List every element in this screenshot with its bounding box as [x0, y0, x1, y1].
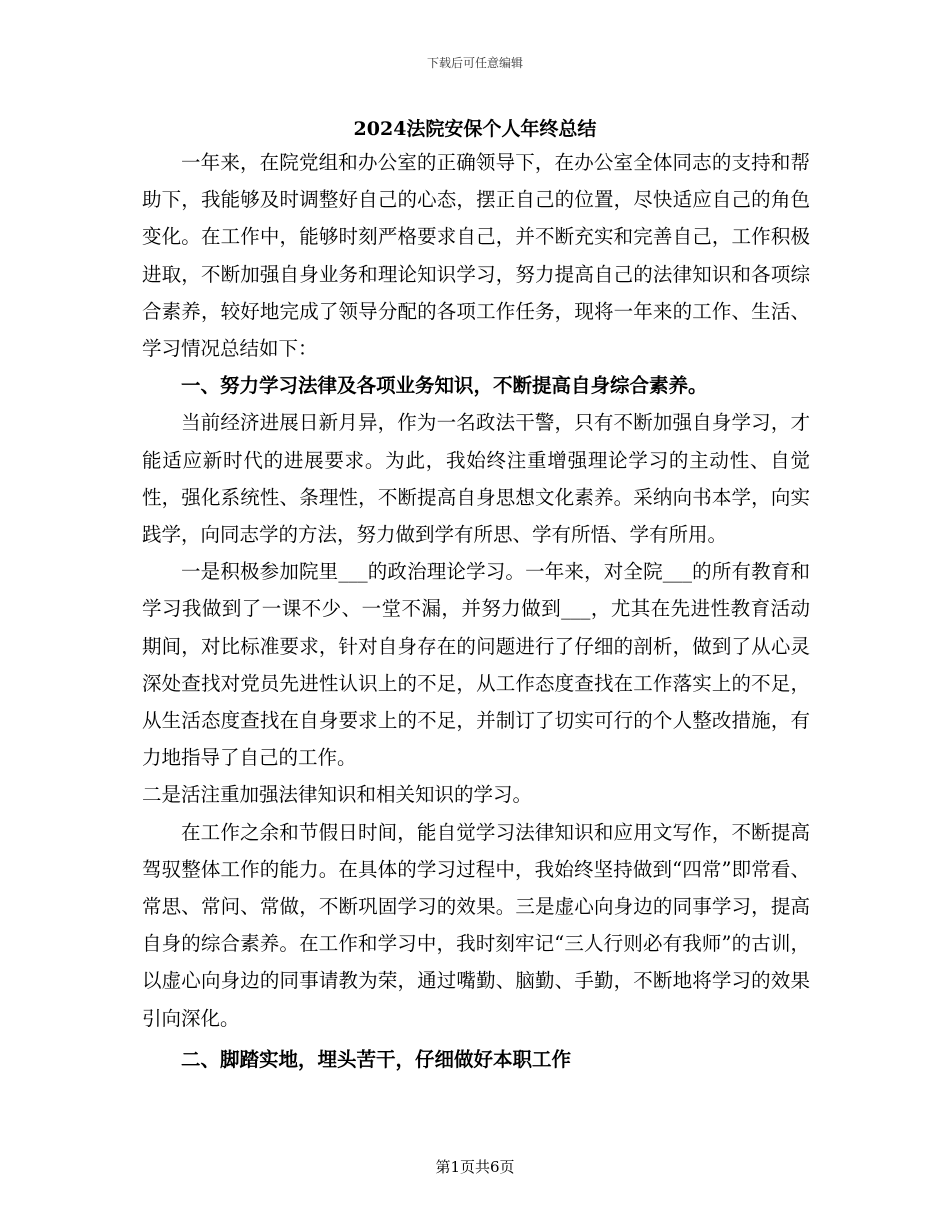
page-title: 2024法院安保个人年终总结 — [353, 118, 597, 140]
paragraph-study: 当前经济进展日新月异，作为一名政法干警，只有不断加强自身学习，才能适应新时代的进展要求。为此，我始终注重增强理论学习的主动性、自觉性，强化系统性、条理性，不断提高自身思想文化素养。采纳向书本学，向实践学，向同志学的方法，努力做到学有所思、学有所悟、学有所用。 — [142, 411, 810, 547]
paragraph-political-study: 一是积极参加院里___的政治理论学习。一年来，对全院___的所有教育和学习我做到了一课不少、一堂不漏，并努力做到___，尤其在先进性教育活动期间，对比标准要求，针对自身存在的问题进行了仔细的剖析，做到了从心灵深处查找对党员先进性认识上的不足，从工作态度查找在工作落实上的不足，从生活态度查找在自身要求上的不足，并制订了切实可行的个人整改措施，有力地指导了自己的工作。 — [142, 560, 810, 770]
paragraph-law-study: 二是活注重加强法律知识和相关知识的学习。 — [142, 783, 533, 807]
header-note: 下载后可任意编辑 — [426, 56, 523, 70]
section-heading-2: 二、脚踏实地，埋头苦干，仔细做好本职工作 — [181, 1047, 572, 1071]
section-heading-1: 一、努力学习法律及各项业务知识，不断提高自身综合素养。 — [181, 374, 708, 398]
paragraph-intro: 一年来，在院党组和办公室的正确领导下，在办公室全体同志的支持和帮助下，我能够及时调整好自己的心态，摆正自己的位置，尽快适应自己的角色变化。在工作中，能够时刻严格要求自己，并不断充实和完善自己，工作积极进取，不断加强自身业务和理论知识学习，努力提高自己的法律知识和各项综合素养，较好地完成了领导分配的各项工作任务，现将一年来的工作、生活、学习情况总结如下： — [142, 151, 810, 361]
document-body — [142, 144, 810, 1078]
page-number: 第1页共6页 — [435, 1158, 515, 1176]
paragraph-spare-time: 在工作之余和节假日时间，能自觉学习法律知识和应用文写作，不断提高驾驭整体工作的能力。在具体的学习过程中，我始终坚持做到“四常”即常看、常思、常问、常做，不断巩固学习的效果。三是虚心向身边的同事学习，提高自身的综合素养。在工作和学习中，我时刻牢记“三人行则必有我师”的古训，以虚心向身边的同事请教为荣，通过嘴勤、脑勤、手勤，不断地将学习的效果引向深化。 — [142, 820, 810, 1030]
